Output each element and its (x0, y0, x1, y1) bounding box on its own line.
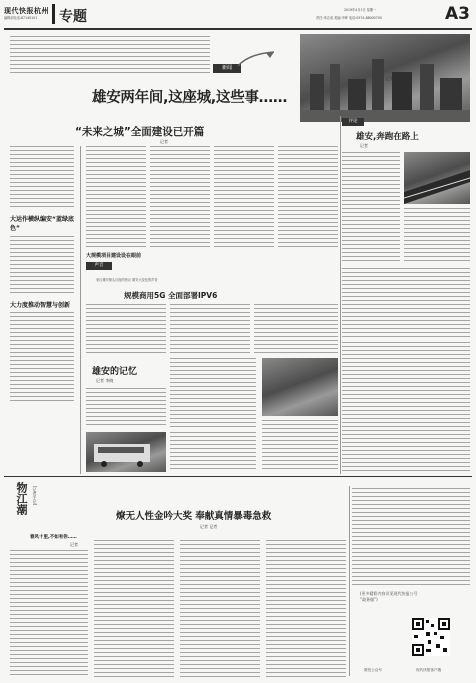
city-skyline-photo (300, 34, 470, 122)
section-title: 专题 (59, 9, 87, 25)
paper-name: 现代快报杭州 (4, 6, 49, 15)
main-col-3 (150, 146, 210, 248)
bottom-rule (4, 476, 472, 477)
commentary-col-3 (342, 268, 470, 338)
column-sub: [记者手记] (32, 486, 38, 506)
main-col-1b (10, 236, 74, 296)
commentary-title: 雄安,奔跑在路上 (356, 132, 419, 142)
sound-label: 声音 (94, 263, 104, 268)
memory-col-1 (86, 388, 166, 428)
sound-col-3 (254, 304, 338, 354)
sound-title: 规模商用5G 全面部署IPV6 (124, 291, 218, 300)
commentary-label-box (342, 118, 364, 126)
bottom-title: 燎无人性金吟大奖 奉献真情暴毒急救 (116, 511, 272, 522)
main-story-byline: 记者 (160, 139, 168, 144)
main-col-2 (86, 146, 146, 248)
editor-info: 责任:李志成 美编:辛晖 电话:0574-88000700 (316, 16, 382, 20)
main-col-5 (278, 146, 338, 248)
col-rule-1 (80, 146, 81, 474)
memory-col-4 (262, 420, 338, 472)
header-rule (4, 28, 472, 30)
bottom-col-3 (180, 540, 260, 678)
memory-col-3 (170, 432, 256, 472)
main-col-4 (214, 146, 274, 248)
commentary-byline: 记者 (360, 143, 368, 148)
issue-date: 2019年4月1日 星期一 (344, 8, 377, 12)
memory-col-2 (170, 358, 256, 428)
train-photo (404, 152, 470, 204)
bottom-left-head: 春风十里,不如有你…… (30, 535, 77, 540)
column-logo (14, 482, 54, 528)
right-col-lower (342, 342, 470, 472)
sound-col-1 (86, 304, 166, 354)
main-col-1c (10, 312, 74, 402)
col-rule-2 (340, 116, 341, 474)
qr-label-left: 微信公众号 (364, 668, 382, 672)
main-col-1 (10, 146, 74, 210)
intro-text-block (10, 36, 210, 74)
sound-col-2 (170, 304, 250, 354)
paper-sub: 编辑部电话:87140101 (4, 16, 38, 20)
sound-intro: 来自雄安街头百姓的热议 雄安大变化的声音 (96, 278, 158, 282)
commentary-col-2 (404, 208, 470, 264)
commentary-col-1 (342, 152, 400, 264)
bus-photo (86, 432, 166, 472)
main-subhead-3: 大规模项目建设设在眼前 (86, 253, 142, 259)
headline: 雄安两年间,这座城,这些事…… (92, 90, 288, 106)
qr-code (412, 618, 450, 656)
bottom-byline: 记者 记者 (200, 524, 218, 529)
bottom-col-2 (94, 540, 174, 678)
bottom-col-4 (266, 540, 346, 678)
memory-byline: 记者 李晓 (96, 378, 114, 383)
column-logo-text: 物江潮 (15, 482, 28, 515)
masthead (4, 4, 472, 26)
bottom-left-byline: 记者 (70, 542, 78, 547)
qr-label-right: 现代快报客户端 (416, 668, 442, 672)
qr-caption-1: (更多精彩内容详见现代快报公号 (360, 591, 418, 596)
sound-label-box (86, 262, 112, 270)
pen-icon (236, 50, 276, 68)
bottom-col-1 (10, 550, 88, 678)
tag-badge-label: 新闻 (221, 65, 232, 71)
commentary-label: 评论 (348, 119, 358, 124)
main-story-title: “未来之城”全面建设已开篇 (75, 126, 205, 138)
qr-caption-2: “政务服”) (360, 597, 378, 602)
page-number: A3 (445, 4, 470, 24)
col-rule-3 (349, 486, 350, 676)
street-photo (262, 358, 338, 416)
main-subhead-2: 大力度推动智慧与创新 (10, 302, 71, 309)
divider-bar (52, 4, 55, 24)
bottom-col-5 (352, 488, 470, 588)
top-reporter: 记者 胡海涛 (386, 76, 408, 81)
memory-title: 雄安的记忆 (92, 367, 138, 377)
main-subhead-1: 大运作横纵编安“蓝绿底色” (10, 216, 74, 232)
